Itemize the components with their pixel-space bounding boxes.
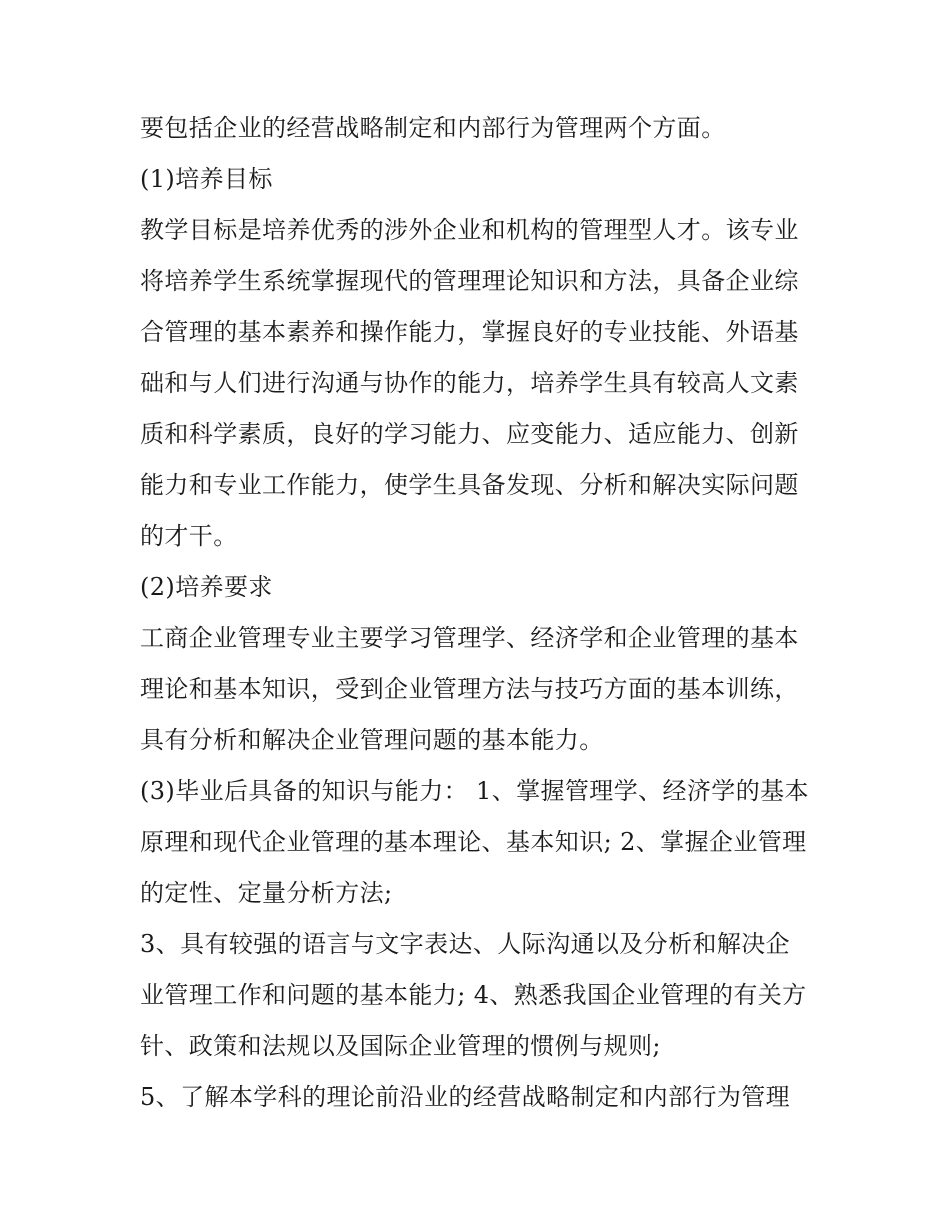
text-line: 理论和基本知识，受到企业管理方法与技巧方面的基本训练， [140,675,799,703]
text-line: 工商企业管理专业主要学习管理学、经济学和企业管理的基本 [140,624,799,652]
section-heading: (2)培养要求 [140,573,273,601]
text-line: 业管理工作和问题的基本能力; 4、熟悉我国企业管理的有关方 [140,981,807,1009]
text-line: 合管理的基本素养和操作能力，掌握良好的专业技能、外语基 [140,318,799,346]
text-line: 具有分析和解决企业管理问题的基本能力。 [140,726,604,754]
text-line: 的定性、定量分析方法; [140,879,393,907]
text-line: 的才干。 [140,522,238,550]
text-line: 能力和专业工作能力，使学生具备发现、分析和解决实际问题 [140,471,799,499]
text-line: (3)毕业后具备的知识与能力： 1、掌握管理学、经济学的基本 [140,777,809,805]
text-line: 原理和现代企业管理的基本理论、基本知识; 2、掌握企业管理 [140,828,807,856]
text-line: 教学目标是培养优秀的涉外企业和机构的管理型人才。该专业 [140,216,799,244]
text-line: 要包括企业的经营战略制定和内部行为管理两个方面。 [140,114,726,142]
text-line: 础和与人们进行沟通与协作的能力，培养学生具有较高人文素 [140,369,799,397]
text-line: 将培养学生系统掌握现代的管理理论知识和方法，具备企业综 [140,267,799,295]
text-line: 质和科学素质，良好的学习能力、应变能力、适应能力、创新 [140,420,799,448]
section-heading: (1)培养目标 [140,165,273,193]
text-line: 针、政策和法规以及国际企业管理的惯例与规则; [140,1032,661,1060]
text-line: 5、了解本学科的理论前沿业的经营战略制定和内部行为管理 [140,1083,791,1111]
text-line: 3、具有较强的语言与文字表达、人际沟通以及分析和解决企 [140,930,791,958]
